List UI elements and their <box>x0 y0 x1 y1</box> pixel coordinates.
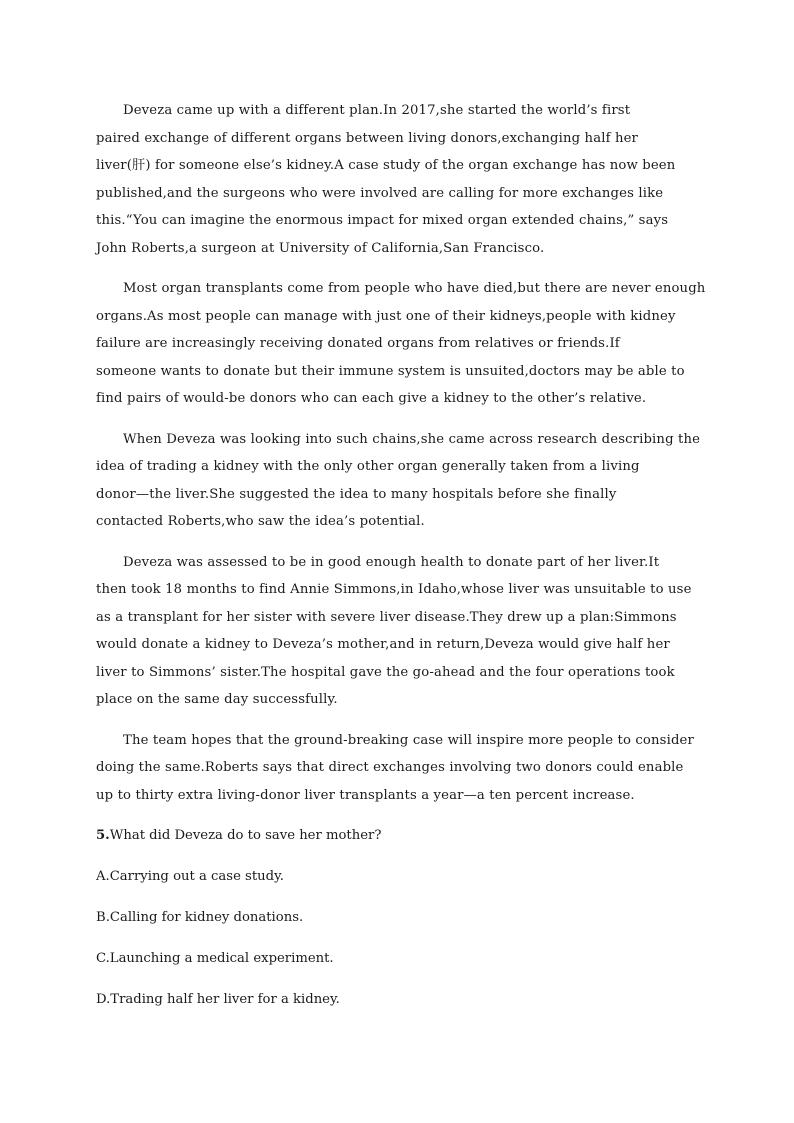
paragraph-line: John Roberts,a surgeon at University of California,San Francisco. <box>96 240 545 256</box>
paragraph-line: idea of trading a kidney with the only other organ generally taken from a living <box>96 459 640 474</box>
paragraph-line: someone wants to donate but their immune system is unsuited,doctors may be able to <box>96 363 685 379</box>
passage-paragraph-4 <box>96 549 696 714</box>
question-text: What did Deveza do to save her mother? <box>109 828 382 843</box>
passage-paragraph-5 <box>96 727 696 810</box>
paragraph-line: liver(肝) for someone else’s kidney.A case study of the organ exchange has now been <box>96 158 676 173</box>
paragraph-line: as a transplant for her sister with severe liver disease.They drew up a plan:Simmons <box>96 609 677 625</box>
paragraph-line: When Deveza was looking into such chains,she came across research describing the <box>123 431 701 447</box>
question-stem <box>96 822 696 849</box>
paragraph-line: paired exchange of different organs between living donors,exchanging half her <box>96 130 639 146</box>
document-page <box>96 97 706 1027</box>
paragraph-line: up to thirty extra living-donor liver transplants a year—a ten percent increase. <box>96 787 635 803</box>
answer-option-d: D.Trading half her liver for a kidney. <box>96 992 340 1007</box>
paragraph-line: this.“You can imagine the enormous impact for mixed organ extended chains,” says <box>96 213 669 228</box>
passage-paragraph-1 <box>96 97 696 262</box>
paragraph-line: published,and the surgeons who were involved are calling for more exchanges like <box>96 185 664 201</box>
paragraph-line: Most organ transplants come from people who have died,but there are never enough <box>123 281 706 296</box>
paragraph-line: then took 18 months to find Annie Simmons,in Idaho,whose liver was unsuitable to use <box>96 582 692 597</box>
paragraph-line: donor—the liver.She suggested the idea to many hospitals before she finally <box>96 486 617 502</box>
passage-paragraph-2 <box>96 275 706 413</box>
paragraph-line: The team hopes that the ground-breaking case will inspire more people to consider <box>123 732 694 748</box>
paragraph-line: liver to Simmons’ sister.The hospital gave the go-ahead and the four operations took <box>96 664 675 680</box>
answer-option-a: A.Carrying out a case study. <box>96 869 284 884</box>
answer-option-c: C.Launching a medical experiment. <box>96 951 334 966</box>
question-number: 5. <box>96 828 110 843</box>
paragraph-line: Deveza was assessed to be in good enough health to donate part of her liver.It <box>123 554 660 570</box>
passage-paragraph-3 <box>96 426 701 536</box>
paragraph-line: place on the same day successfully. <box>96 692 338 707</box>
paragraph-line: organs.As most people can manage with just one of their kidneys,people with kidney <box>96 308 676 324</box>
paragraph-line: Deveza came up with a different plan.In 2017,she started the world’s first <box>123 103 631 118</box>
paragraph-line: find pairs of would-be donors who can each give a kidney to the other’s relative. <box>96 391 647 406</box>
paragraph-line: contacted Roberts,who saw the idea’s potential. <box>96 514 425 529</box>
paragraph-line: doing the same.Roberts says that direct exchanges involving two donors could enable <box>96 760 684 775</box>
paragraph-line: would donate a kidney to Deveza’s mother,and in return,Deveza would give half her <box>96 637 670 652</box>
answer-option-b: B.Calling for kidney donations. <box>96 910 304 925</box>
paragraph-line: failure are increasingly receiving donated organs from relatives or friends.If <box>96 336 620 351</box>
